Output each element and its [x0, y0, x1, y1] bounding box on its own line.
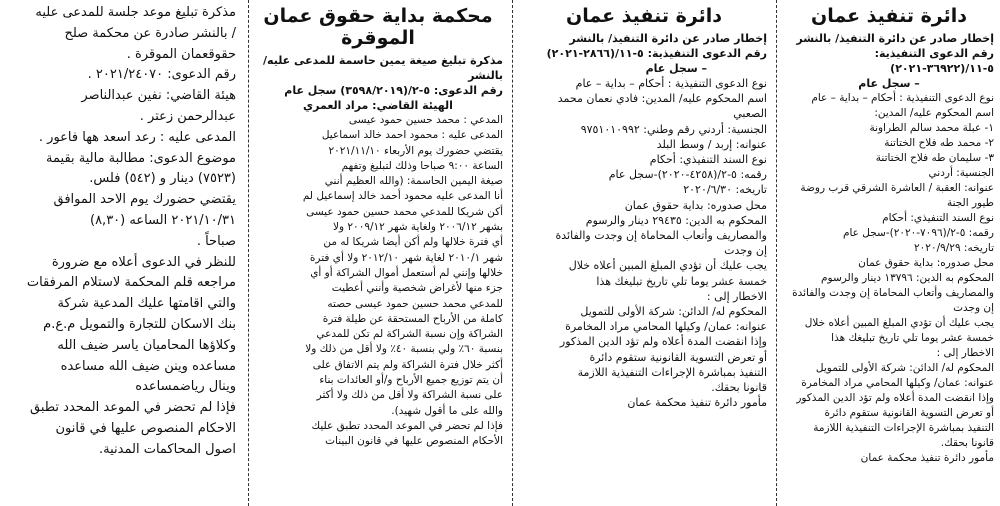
notice-body: [253, 113, 503, 450]
notice-line: للنظر في الدعوى أعلاه مع ضرورة: [51, 254, 236, 270]
registry-label: – سجل عام: [858, 77, 920, 90]
notice-line: / بالنشر صادرة عن محكمة صلح: [64, 25, 236, 41]
notice-body: [784, 91, 994, 466]
notice-line: خمسة عشر يوما تلي تاريخ تبليغك هذا: [596, 274, 767, 288]
notice-line: الأحكام المنصوص عليها في قانون البينات: [325, 435, 503, 448]
notice-line: أن يتم توزيع جميع الأرباح و/أو العائدات بناء: [319, 374, 503, 387]
notice-title: دائرة تنفيذ عمان: [565, 5, 723, 27]
notice-line: وينال رياضمساعده: [135, 379, 236, 395]
notice-line: خلالها وإنني لم أستعمل أموال الشراكة أو أي: [310, 266, 503, 279]
notice-execution-2: [515, 0, 773, 506]
notice-line: أكن شريكا للمدعي محمد حسين حمود عيسى: [306, 205, 503, 218]
notice-line: حقوقعمان الموقرة .: [126, 46, 236, 62]
notice-line: ٣- سليمان طه فلاح الختاتنة: [875, 152, 994, 164]
notice-body: [521, 76, 767, 410]
notice-line: نوع السند التنفيذي: أحكام: [882, 212, 994, 224]
notice-line: التنفيذ بمباشرة الإجراءات التنفيذية اللازمة: [577, 365, 767, 379]
notice-line: الاحكام المنصوص عليها في قانون: [55, 420, 236, 436]
notice-line: نوع الدعوى التنفيذية : أحكام – بداية – عام: [811, 92, 994, 104]
notice-line: أو تعرض التسوية القانونية ستقوم دائرة: [824, 407, 994, 419]
notice-line: محل صدوره: بداية حقوق عمان: [624, 198, 767, 212]
notice-line: عنوانه: إربد / وسط البلد: [656, 137, 767, 151]
notice-line: بنك الاسكان للتجارة والتمويل م.ع.م: [43, 316, 236, 332]
notice-line: المحكوم له/ الدائن: شركة الأولى للتمويل: [815, 362, 994, 374]
notice-line: عنوانه: عمان/ وكيلها المحامي مراد المخامرة: [565, 320, 767, 334]
notice-line: مأمور دائرة تنفيذ محكمة عمان: [627, 396, 767, 410]
notice-line: وكلاؤها المحاميان ياسر ضيف الله: [57, 337, 236, 353]
notice-line: إن وجدت: [953, 302, 994, 314]
notice-line: المدعى عليه : محمود احمد خالد اسماعيل: [321, 129, 503, 142]
notice-line: اصول المحاكمات المدنية.: [99, 441, 236, 457]
notice-line: عبدالرحمن زعتر .: [139, 108, 236, 124]
column-divider: [776, 0, 777, 506]
notice-court-oath: [247, 0, 509, 506]
notice-line: نوع الدعوى التنفيذية : أحكام – بداية – عام: [575, 77, 767, 90]
registry-label: – سجل عام: [645, 62, 707, 75]
notice-body: [6, 3, 236, 461]
notice-line: ١- عبلة محمد سالم الطراونة: [869, 122, 994, 134]
notice-line: يقتضي حضورك يوم الاحد الموافق: [53, 192, 236, 208]
notice-line: أي فترة خلالها ولم أكن أيضا شريكا له من: [323, 236, 503, 249]
notice-line: الجنسية: أردني رقم وطني: ٩٧٥١٠١٠٩٩٢: [580, 122, 767, 136]
notice-line: خمسة عشر يوما تلي تاريخ تبليغك هذا: [831, 332, 994, 344]
notice-line: صباحاً .: [196, 233, 236, 249]
notice-line: مأمور دائرة تنفيذ محكمة عمان: [860, 452, 994, 464]
case-number: رقم الدعوى: ٥-٢/(٣٥٩٨/٢٠١٩) سجل عام: [284, 84, 503, 97]
case-number: رقم الدعوى التنفيذية: ٥-١١/(٢٨٦٦-٢٠٢١): [546, 47, 767, 60]
notice-execution-1: [778, 0, 1000, 506]
notice-title: دائرة تنفيذ عمان: [810, 5, 968, 27]
notice-line: الساعة ٩:٠٠ صباحا وذلك لتبليغ وتفهم: [341, 159, 503, 172]
column-divider: [248, 0, 249, 506]
notice-line: يقتضي حضورك يوم الأربعاء ٢٠٢١/١١/١٠: [328, 144, 503, 157]
notice-line: اسم المحكوم عليه/ المدين: فادي نعمان محمد: [557, 92, 767, 106]
notice-line: صيغة اليمين الحاسمة: (والله العظيم أنني: [324, 175, 503, 188]
notice-line: موضوع الدعوى: مطالبة مالية بقيمة: [46, 150, 236, 166]
notice-line: طيور الجنة: [946, 197, 994, 209]
notice-line: الاخطار إلى :: [936, 347, 994, 359]
notice-line: ٢- محمد طه فلاح الختاتنة: [884, 137, 994, 149]
notice-line: الشراكة وإن نسبة الشراكة لم تكن للمدعي: [316, 328, 503, 341]
notice-line: يجب عليك أن تؤدي المبلغ المبين أعلاه خلال: [804, 317, 994, 329]
judge-panel: الهيئة القاضي: مراد العمري: [303, 99, 453, 112]
notice-line: فإذا لم تحضر في الموعد المحدد تطبق: [29, 400, 236, 416]
notice-line: مذكرة تبليغ موعد جلسة للمدعى عليه: [35, 5, 236, 20]
notice-subtitle: إخطار صادر عن دائرة التنفيذ/ بالنشر: [796, 32, 994, 45]
notice-line: مساعده وينن ضيف الله مساعده: [60, 358, 236, 374]
notice-line: والتي اقامتها عليك المدعية شركة: [57, 296, 236, 312]
notice-line: اسم المحكوم عليه/ المدين:: [874, 107, 994, 119]
notice-title: محكمة بداية حقوق عمان الموقرة: [263, 5, 493, 49]
notice-line: جزء منها لأغراض شخصية وأنني أعطيت: [331, 282, 503, 295]
notice-line: عنوانه: عمان/ وكيلها المحامي مراد المخامرة: [801, 377, 994, 389]
column-divider: [512, 0, 513, 506]
notice-line: رقم الدعوى: ٢٠٢١/٢٤٠٧٠ .: [87, 67, 236, 83]
notice-line: رقمه: ٥-٢/(٤٢٥٨-٢٠٢٠)-سجل عام: [608, 168, 767, 182]
notice-line: أنا المدعى عليه محمود أحمد خالد إسماعيل لم: [302, 190, 503, 203]
notice-line: تاريخه: ٢٠٢٠/٦/٣٠: [683, 183, 767, 197]
notice-line: يجب عليك أن تؤدي المبلغ المبين أعلاه خلال: [568, 259, 767, 273]
notice-line: أو تعرض التسوية القانونية ستقوم دائرة: [589, 350, 767, 364]
notice-line: كاملة من الأرباح المستحقة عن طيلة فترة: [322, 312, 503, 325]
notice-line: بنسبة ٦٠٪ ولي بنسبة ٤٠٪ ولا أقل من ذلك ولا: [305, 343, 503, 356]
notice-line: رقمه: ٥-٢/(٧٠٩٦-٢٠٢٠)-سجل عام: [842, 227, 994, 239]
notice-line: محل صدوره: بداية حقوق عمان: [858, 257, 994, 269]
notice-line: الاخطار إلى :: [706, 289, 767, 303]
notice-line: (٧٥٢٣) دينار و (٥٤٢) فلس.: [89, 171, 236, 187]
notice-line: التنفيذ بمباشرة الإجراءات التنفيذية اللازمة: [813, 422, 994, 434]
notice-line: نوع السند التنفيذي: أحكام: [649, 153, 767, 167]
notice-line: والمصاريف وأتعاب المحاماة إن وجدت والفائدة: [792, 287, 994, 299]
notice-line: هيئة القاضي: نفين عبدالناصر: [81, 88, 236, 104]
notice-line: عنوانه: العقبة / العاشرة الشرقي قرب روضة: [800, 182, 994, 194]
notice-line: المدعى عليه : رعد اسعد هها فاعور .: [38, 129, 236, 145]
notice-line: إن وجدت: [724, 244, 767, 258]
notice-subtitle: إخطار صادر عن دائرة التنفيذ/ بالنشر: [569, 32, 767, 45]
notice-line: فإذا لم تحضر في الموعد المحدد تطبق عليك: [311, 419, 503, 432]
case-number: رقم الدعوى التنفيذية: ٥-١١/(٣٦٩٢٢-٢٠٢١): [874, 47, 994, 75]
notice-line: أكثر خلال فترة الشراكة ولم يتم الاتفاق على: [312, 358, 503, 371]
notice-line: وإذا انقضت المدة أعلاه ولم تؤد الدين المذكور: [559, 335, 767, 349]
notice-line: مراجعه قلم المحكمة لاستلام المرفقات: [26, 275, 236, 291]
notice-line: تاريخه: ٢٠٢٠/٩/٢٩: [914, 242, 994, 254]
notice-line: للمدعي محمد حسين حمود عيسى حصته: [327, 297, 503, 310]
notice-line: الصعبي: [733, 107, 767, 121]
notice-line: ٢٠٢١/١٠/٣١ الساعه (٨,٣٠): [90, 212, 236, 228]
notice-subtitle: مذكرة تبليغ صيغة يمين حاسمة للمدعى عليه/ بالنشر: [263, 54, 503, 82]
notice-line: المدعي : محمد حسين حمود عيسى: [348, 114, 503, 126]
notice-line: والمصاريف وأتعاب المحاماة إن وجدت والفائدة: [555, 229, 767, 243]
notice-line: قانونا بحقك.: [940, 437, 994, 449]
notice-line: على نسبة الشراكة ولا أقل من ذلك ولا أكثر: [316, 389, 503, 402]
notice-line: الجنسية: أردني: [928, 167, 994, 179]
notice-line: بشهر ٢٠٠٦/١٢ ولغاية شهر ٢٠٠٩/١٢ ولا: [333, 221, 503, 234]
notice-line: المحكوم به الدين: ١٣٧٩٦ دينار والرسوم: [821, 272, 994, 284]
notice-line: وإذا انقضت المدة أعلاه ولم تؤد الدين المذكور: [796, 392, 994, 404]
notice-line: والله على ما أقول شهيد).: [391, 404, 503, 417]
notice-court-session: [0, 0, 242, 506]
notice-line: شهر ٢٠١٠/١ لغاية شهر ٢٠١٢/١٠ ولا أي فترة: [309, 251, 503, 264]
notice-line: المحكوم له/ الدائن: شركة الأولى للتمويل: [580, 305, 767, 319]
notice-line: قانونا بحقك.: [711, 381, 767, 395]
notice-line: المحكوم به الدين: ٢٩٤٣٥ دينار والرسوم: [585, 213, 767, 227]
